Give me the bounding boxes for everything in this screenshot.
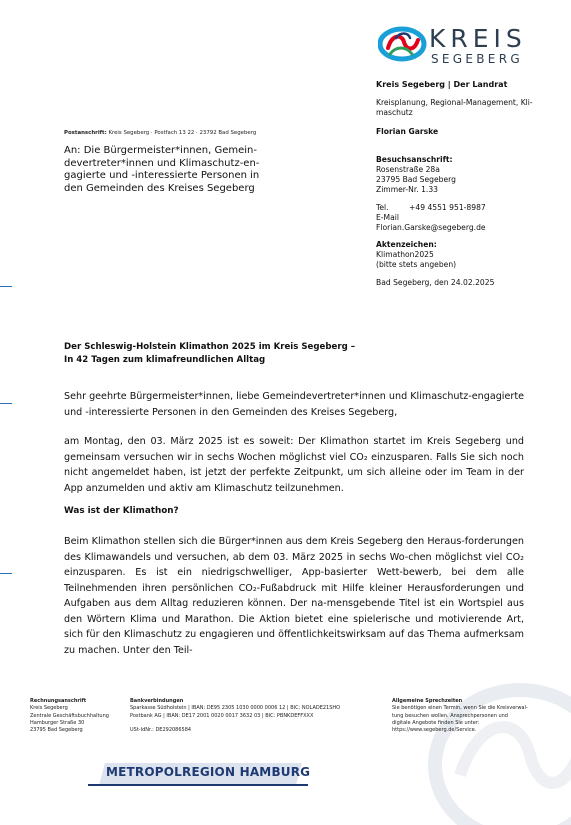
subject — [64, 341, 524, 366]
sender-person: Florian Garske — [376, 127, 439, 136]
footer-hours — [392, 698, 528, 734]
footer-line: Kreis Segeberg — [30, 705, 68, 712]
footer-line: 23795 Bad Segeberg — [30, 727, 83, 734]
salutation: Sehr geehrte Bürgermeister*innen, liebe Gemeindevertreter*innen und Klimaschutz-engagierte und -interessierte Personen in den Gemeinden des Kreises Segeberg, — [64, 391, 524, 418]
postal-label: Postanschrift: — [64, 130, 107, 136]
sender-dept-line1: Kreisplanung, Regional-Management, Kli- — [376, 98, 533, 107]
metropolregion-logo — [88, 763, 311, 785]
logo-word-kreis: KREIS — [429, 24, 527, 53]
sender-dept-line2: maschutz — [376, 108, 413, 117]
reference-note: (bitte stets angeben) — [376, 260, 457, 269]
tel-number[interactable]: +49 4551 951-8987 — [409, 203, 486, 212]
footer-line: Postbank AG | IBAN: DE17 2001 0020 0017 3632 03 | BIC: PBNKDEFFXXX — [130, 712, 314, 719]
punch-mark — [0, 403, 12, 404]
footer-line: tung besuchen wollen. Ansprechpersonen und — [392, 712, 508, 719]
section-heading: Was ist der Klimathon? — [64, 506, 179, 516]
footer-hours-title: Allgemeine Sprechzeiten — [392, 698, 463, 704]
metro-label: METROPOLREGION HAMBURG — [106, 765, 311, 779]
logo-word-segeberg: SEGEBERG — [431, 52, 523, 66]
visit-label: Besuchsanschrift: — [376, 155, 453, 164]
date-line: Bad Segeberg, den 24.02.2025 — [376, 278, 495, 287]
recipient-block — [64, 145, 314, 195]
footer-line: USt-IdNr.: DE292086584 — [130, 727, 192, 734]
tel-label: Tel. — [376, 203, 389, 212]
footer-link[interactable]: https://www.segeberg.de/Service. — [392, 727, 477, 734]
footer-bank — [130, 698, 340, 734]
visit-line: 23795 Bad Segeberg — [376, 175, 456, 184]
body-paragraph-1: am Montag, den 03. März 2025 ist es soweit: Der Klimathon startet im Kreis Segeberg und gemeinsam versuchen wir in sechs Wochen möglichst viel CO₂ einzusparen. Falls Sie sich noch nicht angemeldet haben, ist jetzt der perfekte Zeitpunkt, um sich alleine oder im Team in der App anzumelden und aktiv am Klimaschutz teilzunehmen. — [64, 436, 524, 494]
sender-org: Kreis Segeberg | Der Landrat — [376, 80, 508, 89]
recipient-line: An: Die Bürgermeister*innen, Gemein- — [64, 145, 257, 156]
watermark-emblem-icon — [420, 665, 571, 825]
fold-mark-bottom — [0, 573, 12, 574]
body-paragraph-2: Beim Klimathon stellen sich die Bürger*innen aus dem Kreis Segeberg den Heraus-forderungen des Klimawandels und versuchen, ab dem 03. März 2025 in sechs Wo-chen möglichst viel CO₂ einzusparen. Es ist ein niedrigschwelliger, App-basierter Wett-bewerb, bei dem alle Teilnehmenden ihren persönlichen CO₂-Fußabdruck mit Hilfe kleiner Herausforderungen und Aufgaben aus dem Alltag reduzieren können. Der na-mensgebende Titel ist ein Wortspiel aus den Wörtern Klima und Marathon. Die Aktion bietet eine spielerische und motivierende Art, sich für den Klimaschutz zu engagieren und öffentlichkeitswirksam auf das Thema aufmerksam zu machen. Unter den Teil- — [64, 536, 524, 656]
reference-label: Aktenzeichen: — [376, 240, 437, 249]
email-address[interactable]: Florian.Garske@segeberg.de — [376, 223, 486, 232]
footer-line: Sie benötigen einen Termin, wenn Sie die Kreisverwal- — [392, 705, 528, 712]
visit-line: Rosenstraße 28a — [376, 165, 440, 174]
reference-value: Klimathon2025 — [376, 250, 434, 259]
recipient-line: den Gemeinden des Kreises Segeberg — [64, 182, 255, 194]
email-label: E-Mail — [376, 213, 399, 222]
footer-line — [130, 720, 340, 727]
footer-billing-title: Rechnungsanschrift — [30, 698, 87, 704]
postal-address — [64, 130, 256, 136]
logo-emblem-icon — [378, 24, 430, 64]
footer-bank-title: Bankverbindungen — [130, 698, 184, 704]
postal-text: Kreis Segeberg · Postfach 13 22 · 23792 Bad Segeberg — [108, 130, 257, 136]
metro-underline — [88, 784, 308, 786]
footer-billing — [30, 698, 109, 734]
subject-line: In 42 Tagen zum klimafreundlichen Alltag — [64, 354, 266, 365]
fold-mark-top — [0, 286, 12, 287]
kreis-segeberg-logo — [378, 22, 528, 70]
recipient-line: gagierte und -interessierte Personen in — [64, 170, 260, 181]
footer-line: Zentrale Geschäftsbuchhaltung — [30, 712, 109, 719]
recipient-line: devertreter*innen und Klimaschutz-en- — [64, 157, 260, 169]
visit-line: Zimmer-Nr. 1.33 — [376, 185, 438, 194]
footer-line: digitale Angebote finden Sie unter: — [392, 719, 480, 726]
subject-line: Der Schleswig-Holstein Klimathon 2025 im Kreis Segeberg – — [64, 342, 356, 352]
footer-line: Sparkasse Südholstein | IBAN: DE95 2305 1030 0000 0006 12 | BIC: NOLADE21SHO — [130, 705, 341, 712]
footer-line: Hamburger Straße 30 — [30, 719, 85, 726]
